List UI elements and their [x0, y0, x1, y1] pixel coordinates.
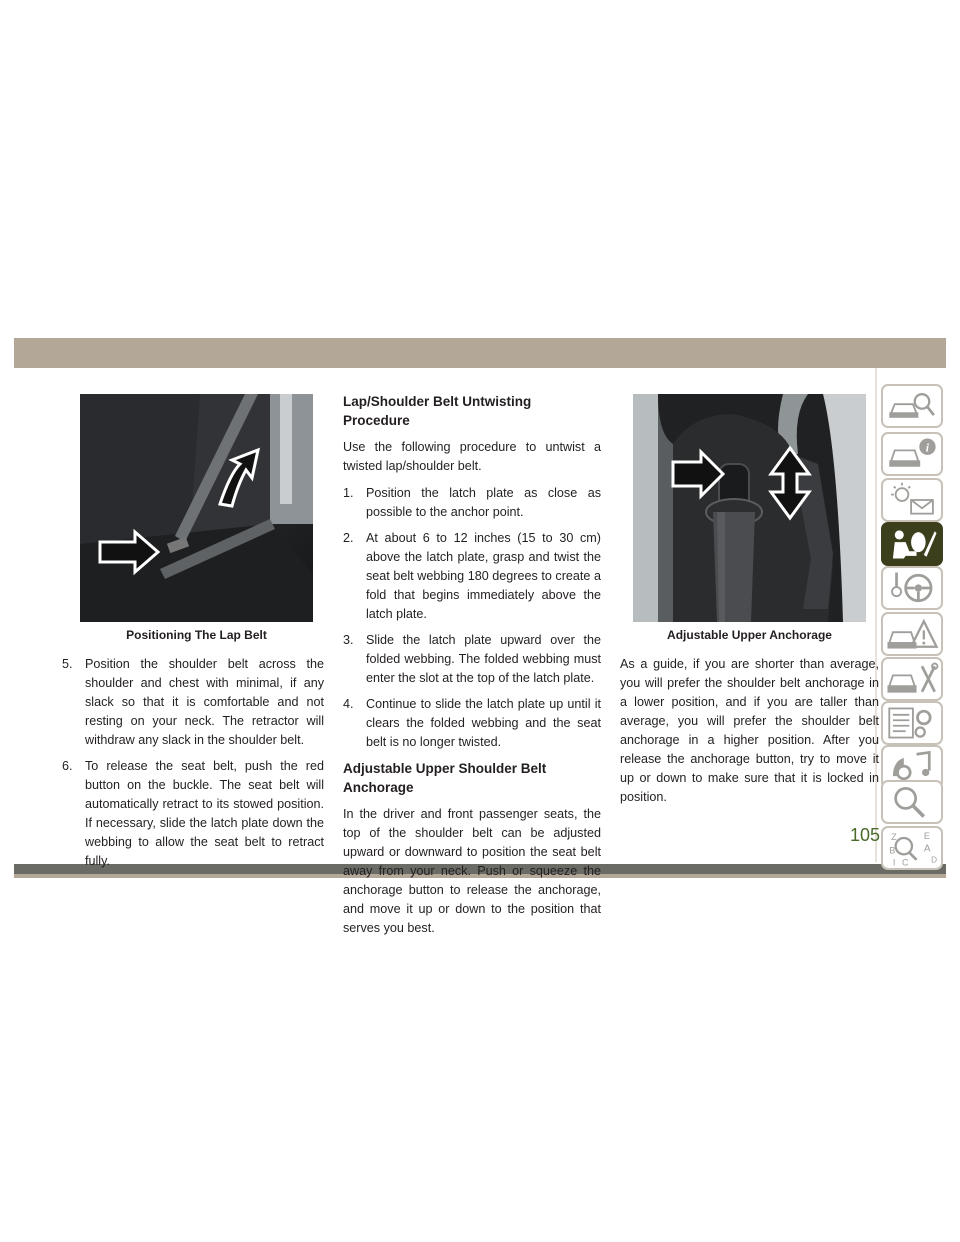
- middle-column: [343, 392, 601, 946]
- tab-servicing[interactable]: [881, 657, 943, 701]
- list-item: [343, 695, 601, 752]
- step-text: Slide the latch plate upward over the folded webbing. The folded webbing must enter the slot at the top of the latch plate.: [366, 633, 601, 685]
- index-letter: C: [902, 857, 909, 868]
- intro-paragraph: Use the following procedure to untwist a twisted lap/shoulder belt.: [343, 440, 601, 473]
- step-number: 5.: [62, 657, 73, 671]
- index-letter: Z: [891, 831, 897, 842]
- index-letter: E: [923, 830, 930, 841]
- warning-light-message-icon: [883, 480, 941, 520]
- right-column: [620, 655, 879, 815]
- list-item: [343, 484, 601, 522]
- step-number: 1.: [343, 486, 354, 500]
- step-text: At about 6 to 12 inches (15 to 30 cm) above the latch plate, grasp and twist the seat belt webbing 180 degrees to create a fold that begins immediately above the latch plate.: [366, 531, 601, 621]
- step-text: Position the latch plate as close as possible to the anchor point.: [366, 486, 601, 519]
- tab-car-info[interactable]: [881, 432, 943, 476]
- index-icon: [883, 828, 941, 868]
- index-letter: I: [892, 857, 896, 868]
- step-text: Continue to slide the latch plate up until it clears the folded webbing and the seat belt is no longer twisted.: [366, 697, 601, 749]
- step-number: 2.: [343, 531, 354, 545]
- step-number: 3.: [343, 633, 354, 647]
- list-item: [343, 631, 601, 688]
- anchorage-paragraph: In the driver and front passenger seats, the top of the shoulder belt can be adjusted upward or downward to position the seat belt away from your neck. Push or squeeze the anchorage button to release the anchorage, and move it up or down to the position that serves you best.: [343, 807, 601, 935]
- list-item: [62, 757, 324, 871]
- upper-anchorage-caption: Adjustable Upper Anchorage: [667, 628, 832, 642]
- safety-airbag-icon: [883, 524, 941, 564]
- tab-starting-operating[interactable]: [881, 566, 943, 610]
- list-item: [62, 655, 324, 750]
- car-info-icon: [883, 434, 941, 474]
- svg-text:i: i: [925, 440, 930, 455]
- upper-anchorage-photo: [633, 394, 866, 622]
- tab-safety[interactable]: [881, 522, 943, 566]
- car-inspect-icon: [883, 386, 941, 426]
- step-text: Position the shoulder belt across the shoulder and chest with minimal, if any slack so that it is comfortable and not resting on your neck. The retractor will withdraw any slack in the shoulder belt.: [85, 657, 324, 747]
- index-letter: D: [931, 855, 937, 865]
- left-column: [62, 655, 324, 878]
- tab-car-inspect[interactable]: [881, 384, 943, 428]
- car-service-icon: [883, 659, 941, 699]
- tab-warning-lights-messages[interactable]: [881, 478, 943, 522]
- list-item: [343, 529, 601, 624]
- tab-customer-assistance[interactable]: [881, 780, 943, 824]
- tab-index[interactable]: [881, 826, 943, 870]
- lap-belt-caption: Positioning The Lap Belt: [126, 628, 267, 642]
- search-icon: [883, 782, 941, 822]
- tab-specifications[interactable]: [881, 701, 943, 745]
- index-letter: B: [889, 845, 896, 856]
- specifications-gear-icon: [883, 703, 941, 743]
- tab-emergency[interactable]: [881, 612, 943, 656]
- index-letter: A: [923, 843, 931, 855]
- section-heading-untwisting: Lap/Shoulder Belt Untwisting Procedure: [343, 394, 532, 428]
- section-heading-anchorage: Adjustable Upper Shoulder Belt Anchorage: [343, 761, 547, 795]
- car-emergency-icon: [883, 614, 941, 654]
- header-band: [14, 338, 946, 368]
- step-text: To release the seat belt, push the red button on the buckle. The seat belt will automatically retract to its stowed position. If necessary, slide the latch plate down the webbing to allow the seat belt to retract fully.: [85, 759, 324, 868]
- steering-wheel-icon: [883, 568, 941, 608]
- step-number: 4.: [343, 697, 354, 711]
- right-paragraph: As a guide, if you are shorter than average, you will prefer the shoulder belt anchorage in a lower position, and if you are taller than average, you will prefer the shoulder belt anchorage in a higher position. After you release the anchorage button, try to move it up or down to make sure that it is locked in position.: [620, 657, 879, 804]
- lap-belt-photo: [80, 394, 313, 622]
- page-number: 105: [849, 825, 880, 845]
- step-number: 6.: [62, 759, 73, 773]
